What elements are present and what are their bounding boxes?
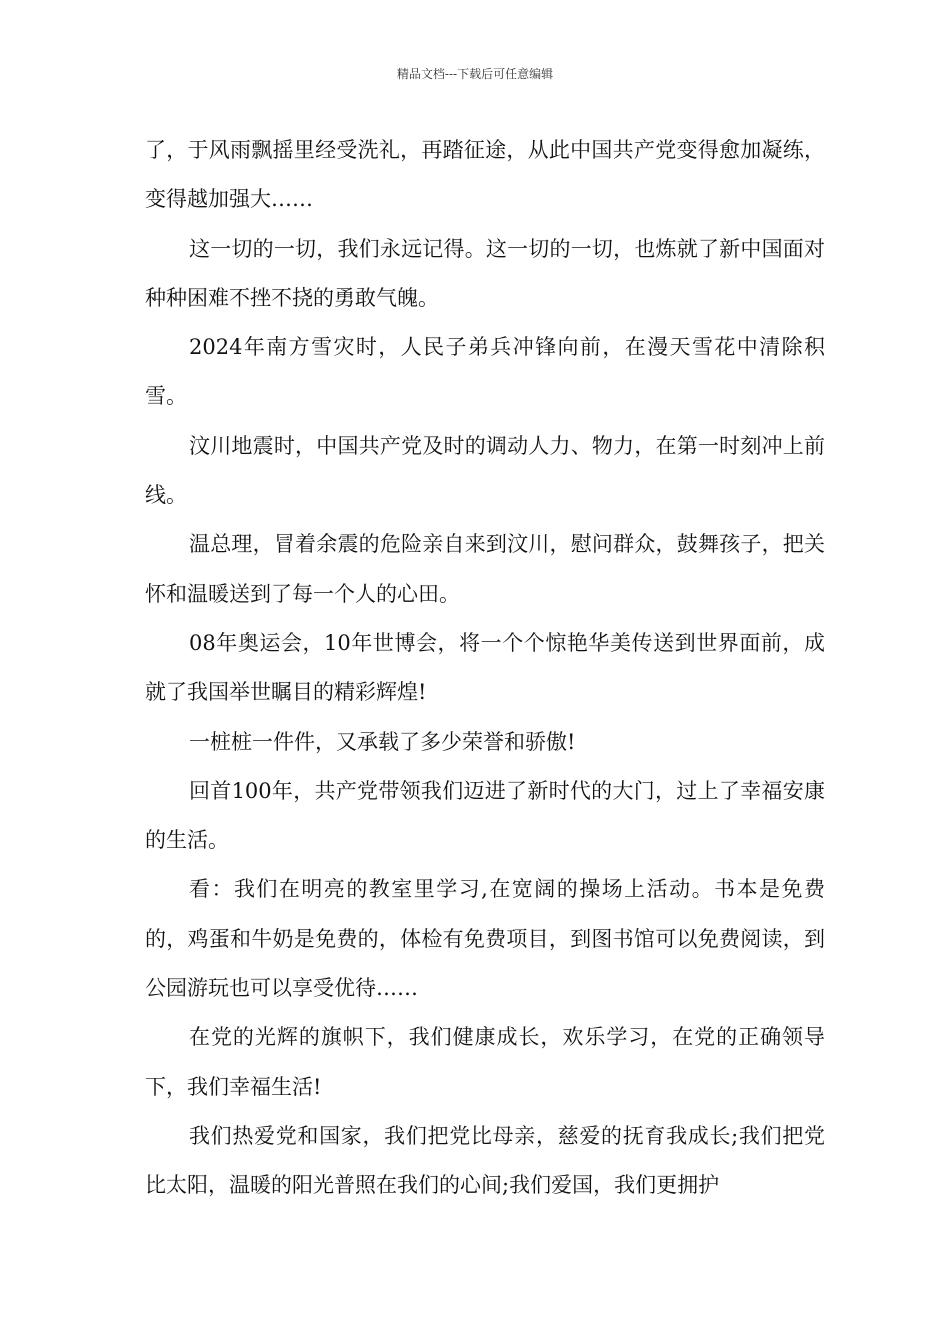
paragraph-6: 08年奥运会，10年世博会，将一个个惊艳华美传送到世界面前，成就了我国举世瞩目的精彩辉煌! xyxy=(145,630,825,705)
paragraph-3: 2024年南方雪灾时，人民子弟兵冲锋向前，在漫天雪花中清除积雪。 xyxy=(145,335,825,409)
paragraph-11: 我们热爱党和国家，我们把党比母亲，慈爱的抚育我成长;我们把党比太阳，温暖的阳光普照在我们的心间;我们爱国，我们更拥护 xyxy=(145,1123,825,1198)
paragraph-8: 回首100年，共产党带领我们迈进了新时代的大门，过上了幸福安康的生活。 xyxy=(145,778,825,853)
paragraph-9: 看：我们在明亮的教室里学习,在宽阔的操场上活动。书本是免费的，鸡蛋和牛奶是免费的，体检有免费项目，到图书馆可以免费阅读，到公园游玩也可以享受优待…… xyxy=(145,877,825,1001)
paragraph-1: 了，于风雨飘摇里经受洗礼，再踏征途，从此中国共产党变得愈加凝练，变得越加强大…… xyxy=(145,138,825,212)
paragraph-5: 温总理，冒着余震的危险亲自来到汶川，慰问群众，鼓舞孩子，把关怀和温暖送到了每一个人的心田。 xyxy=(145,532,825,606)
paragraph-7: 一桩桩一件件，又承载了多少荣誉和骄傲! xyxy=(189,729,576,754)
document-body xyxy=(145,126,825,1211)
page-header: 精品文档---下载后可任意编辑 xyxy=(396,67,554,81)
paragraph-4: 汶川地震时，中国共产党及时的调动人力、物力，在第一时刻冲上前线。 xyxy=(145,433,825,508)
paragraph-10: 在党的光辉的旗帜下，我们健康成长，欢乐学习，在党的正确领导下，我们幸福生活! xyxy=(145,1025,825,1099)
paragraph-2: 这一切的一切，我们永远记得。这一切的一切，也炼就了新中国面对种种困难不挫不挠的勇敢气魄。 xyxy=(145,236,825,310)
